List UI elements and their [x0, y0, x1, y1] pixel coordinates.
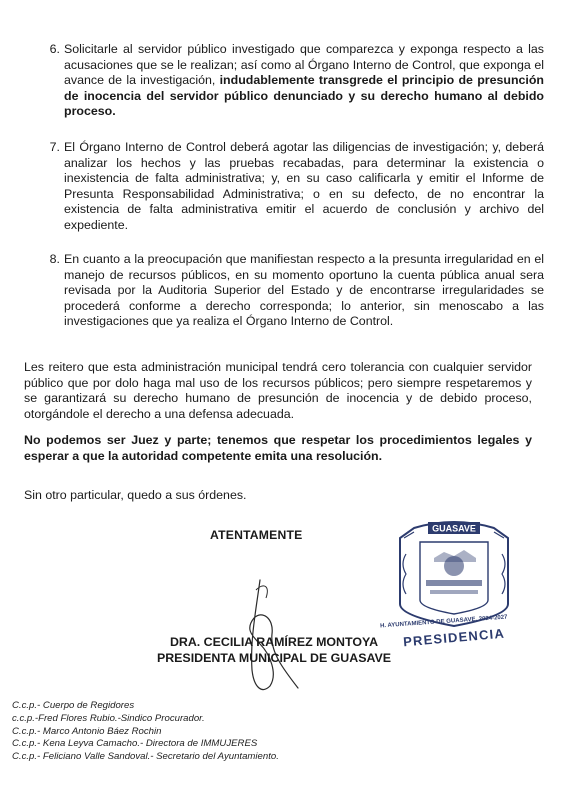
list-item-text: El Órgano Interno de Control deberá agotar las diligencias de investigación; y, deberá analizar los hechos y las pruebas recabadas, para determinar la existencia o inexistencia de falta administrativa; y, en su caso calificarla y emitir el Informe de Presunta Responsabilidad Administrativa; o en su defecto, de no encontrar la existencia de falta administrativa emitir el acuerdo de conclusión y archivo del expediente. — [64, 140, 544, 232]
signer-title: PRESIDENTA MUNICIPAL DE GUASAVE — [156, 651, 392, 665]
ccp-line: C.c.p.- Marco Antonio Báez Rochin — [12, 725, 162, 737]
list-item-7 — [24, 140, 544, 234]
list-number: 8. — [49, 252, 60, 266]
list-item-6 — [24, 42, 544, 120]
ccp-line: C.c.p.- Cuerpo de Regidores — [12, 700, 135, 711]
item-6-text-plain: Solicitarle al servidor público investigado que comparezca y exponga respecto a las acusaciones que se le realizan; así como al Órgano Interno de Control, que exponga el avance de la investigación, — [64, 42, 544, 88]
ccp-line: c.c.p.-Fred Flores Rubio.-Sindico Procurador. — [12, 712, 205, 724]
list-number: 7. — [49, 140, 60, 154]
ccp-line: C.c.p.- Kena Leyva Camacho.- Directora de IMMUJERES — [12, 738, 258, 750]
list-item-8 — [24, 252, 544, 330]
list-number: 6. — [49, 42, 60, 56]
paragraph-reitero: Les reitero que esta administración municipal tendrá cero tolerancia con cualquier servidor público que por dolo haga mal uso de los recursos públicos; pero siempre respetaremos y se garantizará su derecho humano de presunción de inocencia y de debido proceso, otorgándole el derecho a una defensa adecuada. — [24, 360, 532, 421]
ccp-line: C.c.p.- Feliciano Valle Sandoval.- Secretario del Ayuntamiento. — [12, 751, 279, 763]
list-item-text: En cuanto a la preocupación que manifiestan respecto a la presunta irregularidad en el manejo de recursos públicos, en su momento oportuno la cuenta pública anual sera revisada por la Auditoria Superior del Estado y de encontrarse irregularidades se procederá conforme a derecho corresponda; lo anterior, sin menoscabo a las investigaciones que ya realiza el Órgano Interno de Control. — [64, 252, 544, 329]
signer-block — [124, 634, 424, 666]
list-item-text — [64, 42, 544, 120]
seal-presidencia: PRESIDENCIA — [402, 625, 506, 650]
closing-line: Sin otro particular, quedo a sus órdenes. — [24, 488, 247, 502]
paragraph-juez: No podemos ser Juez y parte; tenemos que respetar los procedimientos legales y esperar a que la autoridad competente emita una resolución. — [24, 433, 532, 463]
signoff: ATENTAMENTE — [210, 528, 303, 542]
ccp-list — [12, 700, 279, 764]
signer-name: DRA. CECILIA RAMÍREZ MONTOYA — [169, 635, 379, 649]
seal-top-text: GUASAVE — [432, 523, 476, 534]
seal-caption: H. AYUNTAMIENTO DE GUASAVE, 2024-2027 — [379, 614, 508, 630]
item-6-text-bold: indudablemente transgrede el principio de presunción de inocencia del servidor público denunciado y su derecho humano al debido proceso. — [64, 73, 544, 119]
